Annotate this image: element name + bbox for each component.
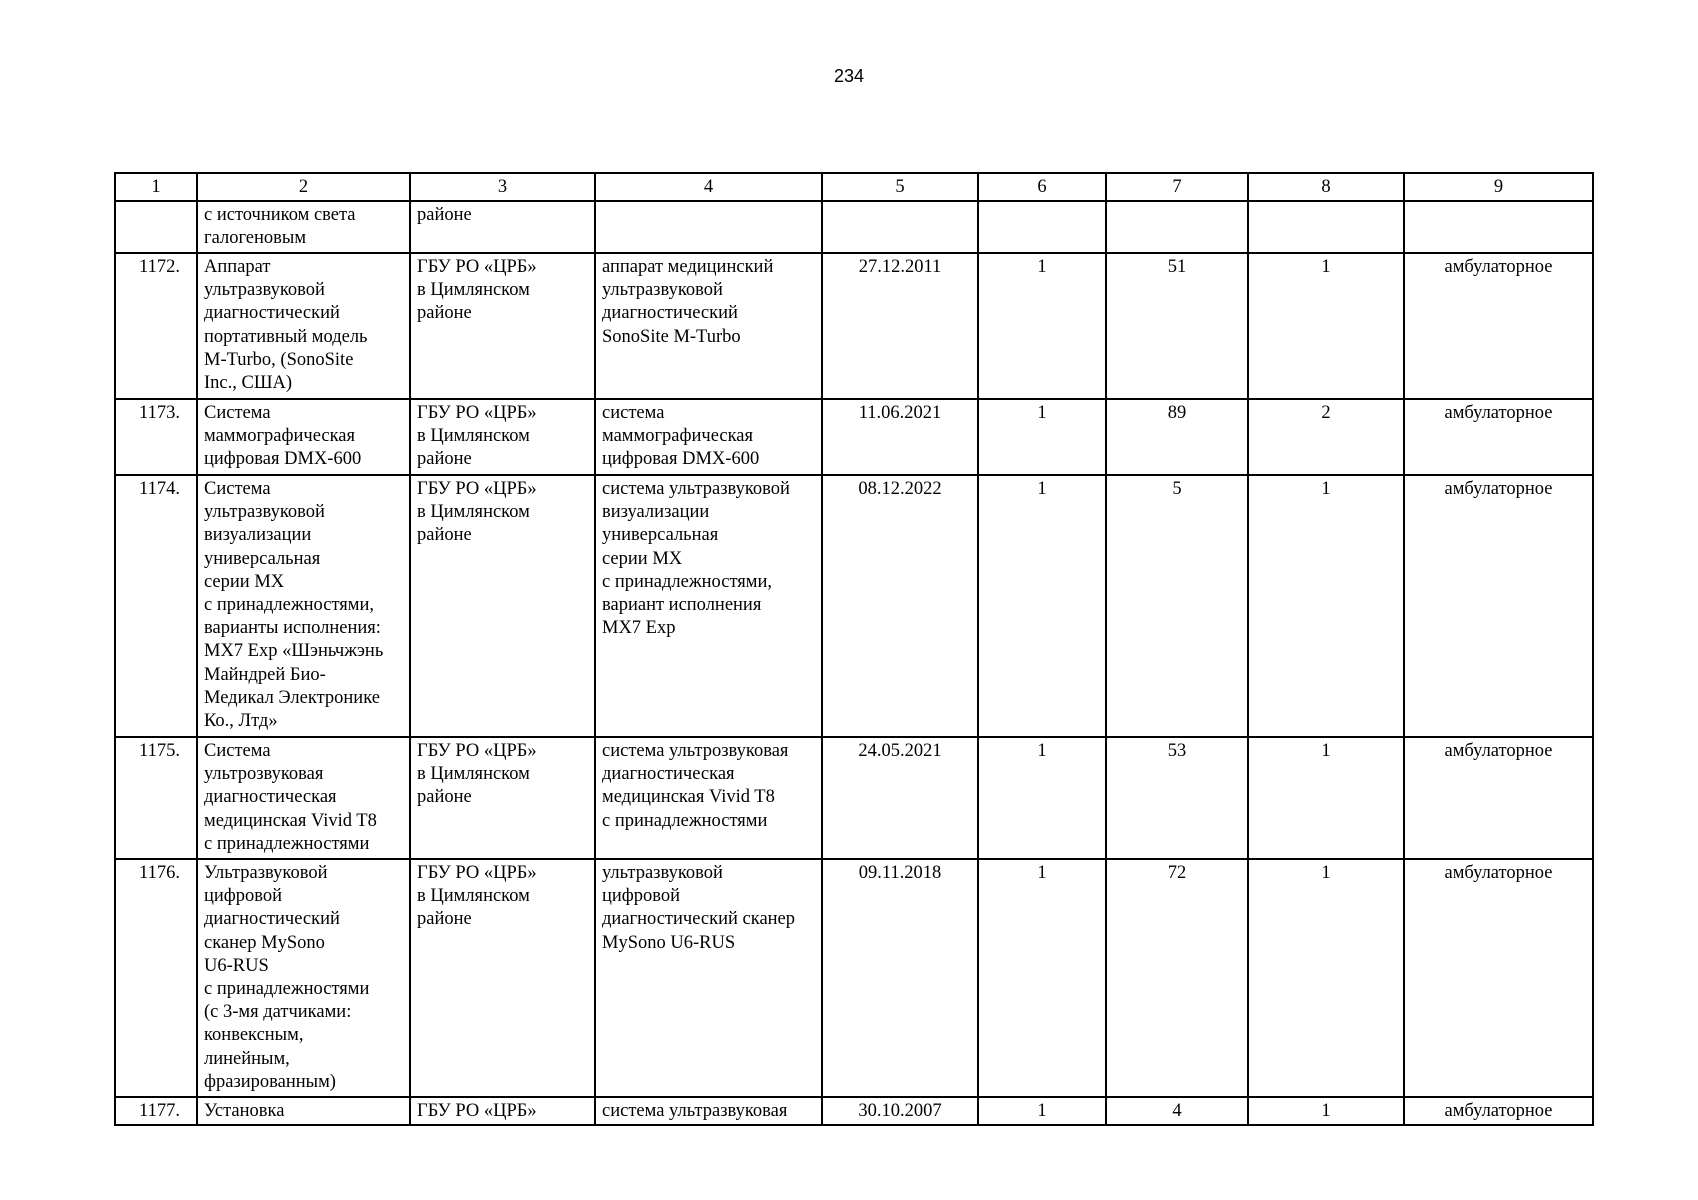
- equipment-name: Установка: [197, 1097, 410, 1125]
- row-number: 1174.: [115, 475, 197, 737]
- col8-cell: [1248, 201, 1404, 253]
- table-row: [115, 253, 1593, 399]
- date-cell: 09.11.2018: [822, 859, 978, 1097]
- col7-cell: 72: [1106, 859, 1248, 1097]
- registration-name: [595, 201, 822, 253]
- equipment-name: Система ультразвуковой визуализации универсальная серии MX с принадлежностями, варианты исполнения: MX7 Exp «Шэньчжэнь Майндрей Био- Медикал Электронике Ко., Лтд»: [197, 475, 410, 737]
- col8-cell: 1: [1248, 737, 1404, 859]
- equipment-table: [114, 172, 1594, 1126]
- row-number: 1173.: [115, 399, 197, 475]
- col8-cell: 1: [1248, 475, 1404, 737]
- col8-cell: 1: [1248, 253, 1404, 399]
- date-cell: 24.05.2021: [822, 737, 978, 859]
- organization: ГБУ РО «ЦРБ» в Цимлянском районе: [410, 475, 595, 737]
- col6-cell: 1: [978, 1097, 1106, 1125]
- row-number: [115, 201, 197, 253]
- date-cell: [822, 201, 978, 253]
- registration-name: ультразвуковой цифровой диагностический сканер MySono U6-RUS: [595, 859, 822, 1097]
- header-cell: 8: [1248, 173, 1404, 201]
- row-number: 1172.: [115, 253, 197, 399]
- date-cell: 30.10.2007: [822, 1097, 978, 1125]
- col6-cell: 1: [978, 859, 1106, 1097]
- col9-cell: амбулаторное: [1404, 475, 1593, 737]
- table-row: [115, 201, 1593, 253]
- col7-cell: 89: [1106, 399, 1248, 475]
- organization: ГБУ РО «ЦРБ» в Цимлянском районе: [410, 399, 595, 475]
- col9-cell: амбулаторное: [1404, 737, 1593, 859]
- col6-cell: [978, 201, 1106, 253]
- header-cell: 2: [197, 173, 410, 201]
- table-row: [115, 859, 1593, 1097]
- organization: ГБУ РО «ЦРБ»: [410, 1097, 595, 1125]
- header-row: [115, 173, 1593, 201]
- date-cell: 11.06.2021: [822, 399, 978, 475]
- header-cell: 4: [595, 173, 822, 201]
- equipment-name: Система маммографическая цифровая DMX-600: [197, 399, 410, 475]
- table-row: [115, 737, 1593, 859]
- col8-cell: 1: [1248, 1097, 1404, 1125]
- col9-cell: амбулаторное: [1404, 1097, 1593, 1125]
- organization: ГБУ РО «ЦРБ» в Цимлянском районе: [410, 737, 595, 859]
- header-cell: 5: [822, 173, 978, 201]
- col9-cell: [1404, 201, 1593, 253]
- col7-cell: 53: [1106, 737, 1248, 859]
- col6-cell: 1: [978, 475, 1106, 737]
- col9-cell: амбулаторное: [1404, 399, 1593, 475]
- col6-cell: 1: [978, 253, 1106, 399]
- col9-cell: амбулаторное: [1404, 253, 1593, 399]
- equipment-name: Аппарат ультразвуковой диагностический портативный модель M-Turbo, (SonoSite Inc., США): [197, 253, 410, 399]
- col6-cell: 1: [978, 737, 1106, 859]
- date-cell: 27.12.2011: [822, 253, 978, 399]
- date-cell: 08.12.2022: [822, 475, 978, 737]
- col6-cell: 1: [978, 399, 1106, 475]
- row-number: 1177.: [115, 1097, 197, 1125]
- registration-name: система ультрозвуковая диагностическая медицинская Vivid T8 с принадлежностями: [595, 737, 822, 859]
- header-cell: 6: [978, 173, 1106, 201]
- col8-cell: 2: [1248, 399, 1404, 475]
- header-cell: 1: [115, 173, 197, 201]
- header-cell: 9: [1404, 173, 1593, 201]
- registration-name: система маммографическая цифровая DMX-600: [595, 399, 822, 475]
- registration-name: аппарат медицинский ультразвуковой диагностический SonoSite M-Turbo: [595, 253, 822, 399]
- row-number: 1176.: [115, 859, 197, 1097]
- table-row: [115, 1097, 1593, 1125]
- col7-cell: 51: [1106, 253, 1248, 399]
- equipment-name: с источником света галогеновым: [197, 201, 410, 253]
- organization: районе: [410, 201, 595, 253]
- registration-name: система ультразвуковой визуализации универсальная серии MX с принадлежностями, вариант исполнения MX7 Exp: [595, 475, 822, 737]
- col9-cell: амбулаторное: [1404, 859, 1593, 1097]
- table-row: [115, 475, 1593, 737]
- organization: ГБУ РО «ЦРБ» в Цимлянском районе: [410, 859, 595, 1097]
- row-number: 1175.: [115, 737, 197, 859]
- col7-cell: 4: [1106, 1097, 1248, 1125]
- col8-cell: 1: [1248, 859, 1404, 1097]
- col7-cell: [1106, 201, 1248, 253]
- table-row: [115, 399, 1593, 475]
- header-cell: 7: [1106, 173, 1248, 201]
- registration-name: система ультразвуковая: [595, 1097, 822, 1125]
- page-number: 234: [833, 66, 865, 86]
- equipment-name: Ультразвуковой цифровой диагностический сканер MySono U6-RUS с принадлежностями (с 3-мя датчиками: конвексным, линейным, фразированным): [197, 859, 410, 1097]
- header-cell: 3: [410, 173, 595, 201]
- col7-cell: 5: [1106, 475, 1248, 737]
- equipment-name: Система ультрозвуковая диагностическая медицинская Vivid T8 с принадлежностями: [197, 737, 410, 859]
- organization: ГБУ РО «ЦРБ» в Цимлянском районе: [410, 253, 595, 399]
